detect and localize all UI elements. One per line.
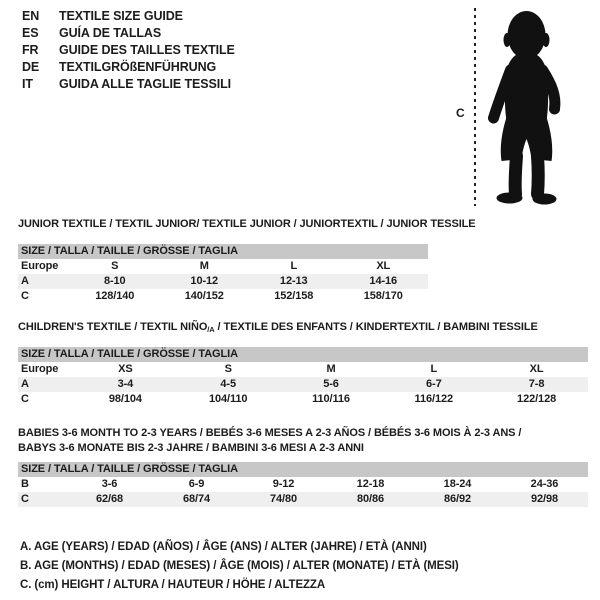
children-size-table xyxy=(18,347,588,407)
junior-size-table xyxy=(18,244,428,304)
table-cell: 80/86 xyxy=(356,493,385,505)
table-cell: 8-10 xyxy=(103,275,126,287)
table-size-header: SIZE / TALLA / TAILLE / GRÖSSE / TAGLIA xyxy=(18,244,428,259)
table-row xyxy=(18,492,588,507)
language-code: EN xyxy=(22,9,40,23)
language-row xyxy=(22,76,235,93)
table-cell: 158/170 xyxy=(363,290,403,302)
language-row xyxy=(22,8,235,25)
title-main: / TEXTILE DES ENFANTS / KINDERTEXTIL / BAMBINI TESSILE xyxy=(214,321,538,333)
table-cell: S xyxy=(224,363,232,375)
title-line-2: BABYS 3-6 MONATE BIS 2-3 JAHRE / BAMBINI 3-6 MESI A 2-3 ANNI xyxy=(18,442,364,454)
measurement-legend xyxy=(20,538,459,595)
table-cell: M xyxy=(326,363,336,375)
language-title: TEXTILE SIZE GUIDE xyxy=(59,9,183,23)
table-cell: 3-4 xyxy=(117,378,134,390)
language-row xyxy=(22,42,235,59)
section-title: JUNIOR TEXTILE / TEXTIL JUNIOR/ TEXTILE JUNIOR / JUNIORTEXTIL / JUNIOR TESSILE xyxy=(18,218,476,230)
table-cell: 12-13 xyxy=(279,275,308,287)
table-cell: 86/92 xyxy=(443,493,472,505)
table-cell: 152/158 xyxy=(274,290,314,302)
table-cell: XL xyxy=(376,260,391,272)
language-code: ES xyxy=(22,26,39,40)
table-cell: S xyxy=(111,260,119,272)
section-children-textile xyxy=(18,321,588,407)
language-code: DE xyxy=(22,60,40,74)
table-row xyxy=(18,259,428,274)
table-cell: 12-18 xyxy=(356,478,385,490)
table-cell: M xyxy=(199,260,209,272)
section-title xyxy=(18,321,588,336)
language-code: FR xyxy=(22,43,39,57)
legend-line-c: C. (cm) HEIGHT / ALTURA / HAUTEUR / HÖHE / ALTEZZA xyxy=(20,579,326,591)
language-title: TEXTILGRÖßENFÜHRUNG xyxy=(59,60,217,74)
table-cell: 122/128 xyxy=(517,393,557,405)
table-cell: XS xyxy=(118,363,133,375)
table-row xyxy=(18,362,588,377)
table-cell: L xyxy=(290,260,298,272)
table-cell: 5-6 xyxy=(323,378,339,390)
section-junior-textile xyxy=(18,218,476,304)
section-title xyxy=(18,426,588,456)
table-cell: 14-16 xyxy=(369,275,398,287)
baby-silhouette xyxy=(482,8,590,206)
language-code: IT xyxy=(22,77,33,91)
table-row xyxy=(18,289,428,304)
row-label: B xyxy=(21,478,29,490)
table-cell: 92/98 xyxy=(530,493,559,505)
table-cell: 68/74 xyxy=(182,493,211,505)
language-row xyxy=(22,59,235,76)
language-title: GUIDE DES TAILLES TEXTILE xyxy=(59,43,235,57)
table-cell: XL xyxy=(529,363,544,375)
table-cell: 128/140 xyxy=(95,290,135,302)
table-cell: 4-5 xyxy=(220,378,236,390)
language-list xyxy=(22,8,235,93)
row-label: C xyxy=(21,290,29,302)
table-row xyxy=(18,392,588,407)
table-size-header: SIZE / TALLA / TAILLE / GRÖSSE / TAGLIA xyxy=(18,462,588,477)
dashed-height-line xyxy=(474,8,476,206)
table-cell: 10-12 xyxy=(190,275,219,287)
legend-line-a: A. AGE (YEARS) / EDAD (AÑOS) / ÂGE (ANS) / ALTER (JAHRE) / ETÀ (ANNI) xyxy=(20,541,427,553)
table-cell: 7-8 xyxy=(528,378,545,390)
height-measure-label: C xyxy=(456,106,465,120)
row-label: A xyxy=(21,378,29,390)
table-row xyxy=(18,377,588,392)
table-size-header: SIZE / TALLA / TAILLE / GRÖSSE / TAGLIA xyxy=(18,347,588,362)
row-label: C xyxy=(21,493,29,505)
row-label: Europe xyxy=(21,363,59,375)
row-label: Europe xyxy=(21,260,59,272)
section-babies-textile xyxy=(18,426,588,507)
measurement-figure xyxy=(448,6,598,208)
language-title: GUIDA ALLE TAGLIE TESSILI xyxy=(59,77,232,91)
language-row xyxy=(22,25,235,42)
table-row xyxy=(18,274,428,289)
language-title: GUÍA DE TALLAS xyxy=(59,26,162,40)
table-cell: 3-6 xyxy=(101,478,118,490)
title-subscript: /A xyxy=(207,325,215,334)
title-line-1: BABIES 3-6 MONTH TO 2-3 YEARS / BEBÉS 3-6 MESES A 2-3 AÑOS / BÉBÉS 3-6 MOIS À 2-3 ANS / xyxy=(18,427,522,439)
table-cell: 116/122 xyxy=(414,393,454,405)
table-cell: 6-9 xyxy=(188,478,205,490)
table-cell: 18-24 xyxy=(443,478,472,490)
table-cell: 140/152 xyxy=(184,290,224,302)
row-label: C xyxy=(21,393,29,405)
legend-line-b: B. AGE (MONTHS) / EDAD (MESES) / ÂGE (MOIS) / ALTER (MONATE) / ETÀ (MESI) xyxy=(20,560,459,572)
babies-size-table xyxy=(18,462,588,507)
table-cell: 98/104 xyxy=(108,393,142,405)
table-cell: 104/110 xyxy=(208,393,248,405)
table-cell: 62/68 xyxy=(95,493,124,505)
table-row xyxy=(18,477,588,492)
title-main: CHILDREN'S TEXTILE / TEXTIL NIÑO xyxy=(18,321,208,333)
table-cell: 6-7 xyxy=(425,378,442,390)
table-cell: L xyxy=(430,363,438,375)
table-cell: 9-12 xyxy=(272,478,295,490)
row-label: A xyxy=(21,275,29,287)
table-cell: 110/116 xyxy=(312,393,350,405)
table-cell: 24-36 xyxy=(530,478,559,490)
table-cell: 74/80 xyxy=(269,493,298,505)
